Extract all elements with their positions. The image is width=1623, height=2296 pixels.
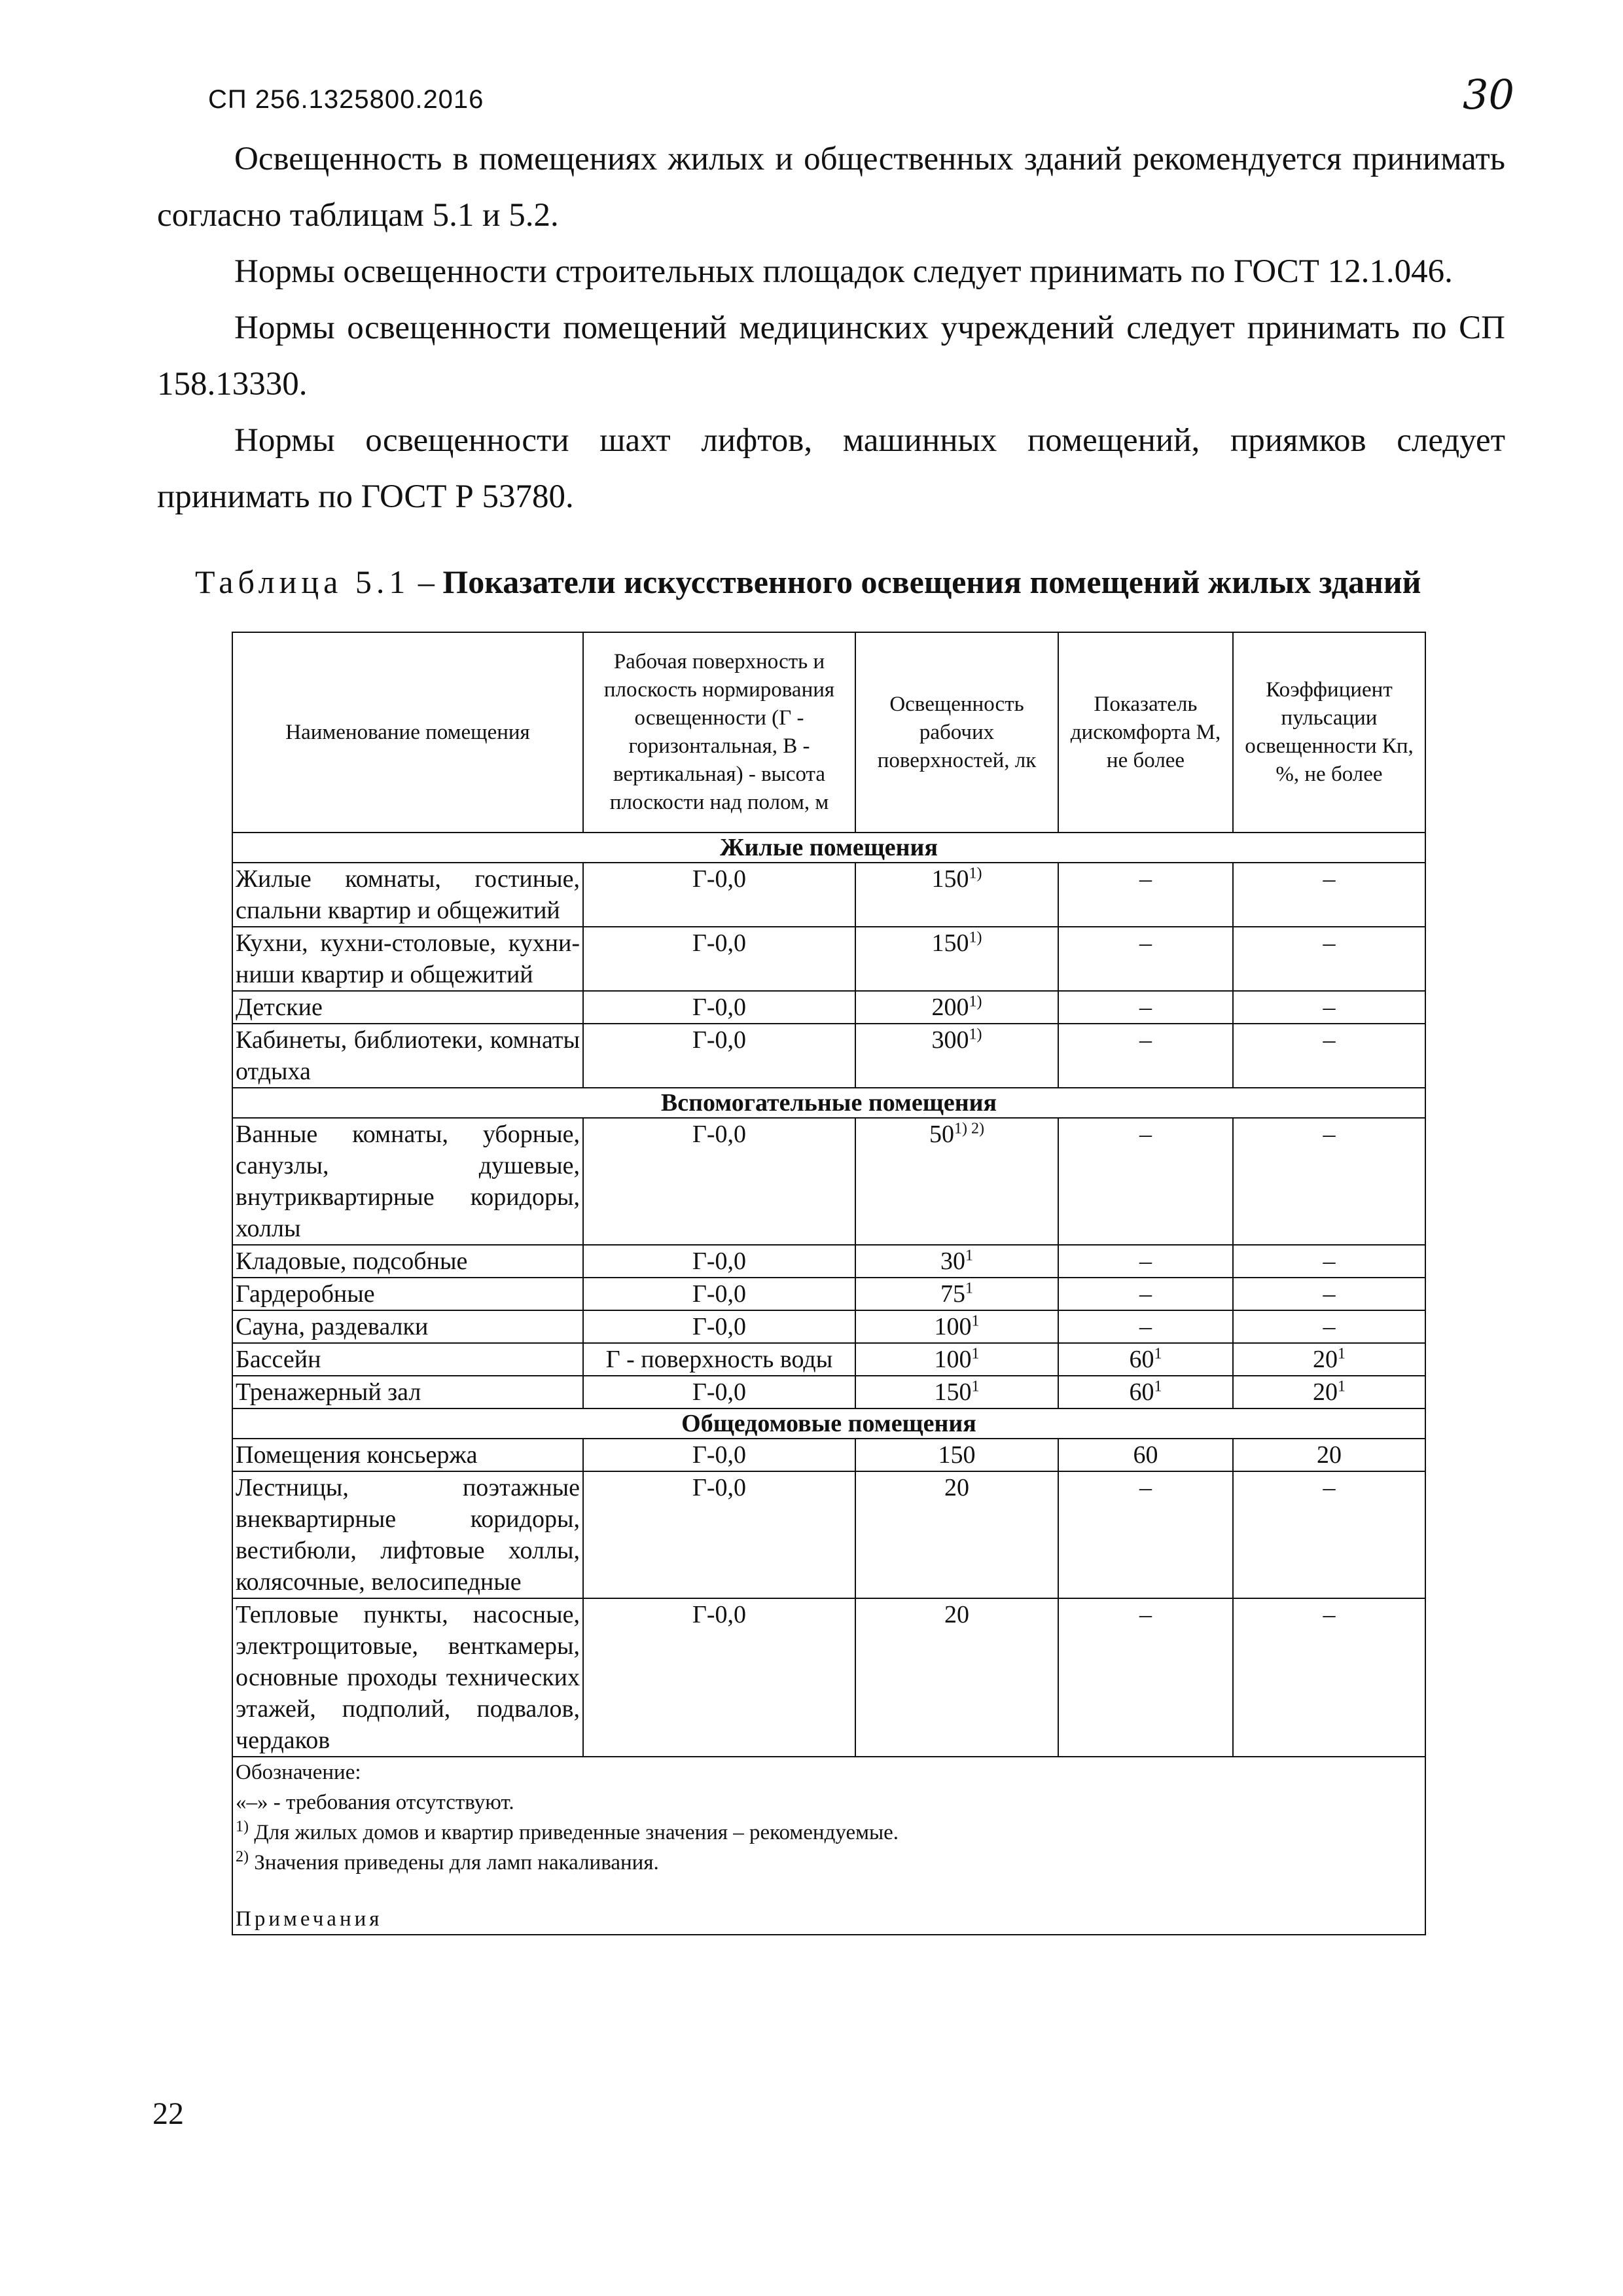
illuminance-value: 150 [934, 1378, 972, 1406]
work-surface: Г-0,0 [583, 1310, 855, 1343]
table-row [232, 1118, 1425, 1245]
paragraph-construction-sites [157, 243, 1505, 300]
table-row [232, 1024, 1425, 1088]
paragraph-medical [157, 300, 1505, 412]
pulsation-value: – [1323, 865, 1336, 893]
footnote-2-mark: 2) [236, 1848, 249, 1865]
discomfort [1058, 1343, 1233, 1376]
pulsation [1233, 1310, 1425, 1343]
room-name: Гардеробные [232, 1278, 583, 1310]
table-row [232, 1245, 1425, 1278]
discomfort [1058, 1471, 1233, 1598]
discomfort [1058, 1024, 1233, 1088]
illuminance-footnote: 1 [971, 1312, 980, 1330]
section-title: Вспомогательные помещения [232, 1088, 1425, 1118]
room-name: Кухни, кухни-столовые, кухни-ниши квартир и общежитий [232, 927, 583, 991]
illuminance-value: 200 [931, 994, 969, 1021]
pulsation [1233, 1471, 1425, 1598]
illuminance-footnote: 1 [971, 1378, 980, 1395]
pulsation [1233, 1598, 1425, 1757]
room-name: Детские [232, 991, 583, 1024]
illuminance-footnote: 1) 2) [954, 1120, 984, 1138]
discomfort [1058, 1118, 1233, 1245]
table-row [232, 863, 1425, 927]
illuminance-footnote: 1) [969, 993, 982, 1011]
work-surface: Г-0,0 [583, 1598, 855, 1757]
discomfort [1058, 1439, 1233, 1471]
discomfort-value: – [1139, 1280, 1152, 1308]
table-row [232, 1439, 1425, 1471]
handwritten-page-number: 30 [1463, 71, 1514, 118]
illuminance-value: 150 [931, 929, 969, 957]
illuminance-footnote: 1) [969, 1026, 982, 1043]
paragraph-text: Нормы освещенности шахт лифтов, машинных помещений, приямков следует принимать по ГОСТ Р 53780. [157, 422, 1505, 515]
table-row [232, 1471, 1425, 1598]
discomfort-value: 60 [1133, 1441, 1158, 1469]
paragraph-elevators [157, 412, 1505, 525]
discomfort-value: – [1139, 1601, 1152, 1628]
illuminance [855, 863, 1058, 927]
pulsation-value: – [1323, 1601, 1336, 1628]
discomfort [1058, 927, 1233, 991]
illuminance-value: 20 [944, 1601, 969, 1628]
footnote-1-mark: 1) [236, 1818, 249, 1835]
work-surface: Г-0,0 [583, 1024, 855, 1088]
paragraph-text: Нормы освещенности помещений медицинских учреждений следует принимать по СП 158.13330. [157, 310, 1505, 403]
table-row [232, 991, 1425, 1024]
header-discomfort: Показатель дискомфорта М, не более [1058, 632, 1233, 833]
discomfort [1058, 1310, 1233, 1343]
section-row [232, 1088, 1425, 1118]
table-caption [195, 563, 1421, 601]
room-name: Тренажерный зал [232, 1376, 583, 1408]
work-surface: Г - поверхность воды [583, 1343, 855, 1376]
table-row [232, 1598, 1425, 1757]
illuminance-footnote: 1 [971, 1345, 980, 1363]
discomfort-value: 60 [1129, 1378, 1154, 1406]
pulsation-value: – [1323, 1280, 1336, 1308]
paragraph-text: Освещенность в помещениях жилых и общественных зданий рекомендуется принимать согласно таблицам 5.1 и 5.2. [157, 141, 1505, 234]
pulsation [1233, 927, 1425, 991]
discomfort-value: – [1139, 1474, 1152, 1501]
room-name: Бассейн [232, 1343, 583, 1376]
pulsation-value: – [1323, 994, 1336, 1021]
room-name: Лестницы, поэтажные внеквартирные коридоры, вестибюли, лифтовые холлы, колясочные, велосипедные [232, 1471, 583, 1598]
work-surface: Г-0,0 [583, 863, 855, 927]
page-number: 22 [152, 2096, 184, 2131]
discomfort [1058, 1598, 1233, 1757]
pulsation [1233, 1439, 1425, 1471]
pulsation [1233, 1245, 1425, 1278]
work-surface: Г-0,0 [583, 927, 855, 991]
illuminance-footnote: 1) [969, 929, 982, 946]
pulsation [1233, 1376, 1425, 1408]
illuminance-value: 75 [940, 1280, 965, 1308]
table-body [232, 833, 1425, 1757]
illuminance-value: 300 [931, 1026, 969, 1054]
room-name: Сауна, раздевалки [232, 1310, 583, 1343]
table-row [232, 1310, 1425, 1343]
illuminance-value: 150 [931, 865, 969, 893]
document-code: СП 256.1325800.2016 [208, 85, 484, 114]
notes-dash: «–» - требования отсутствуют. [236, 1791, 514, 1814]
illuminance-footnote: 1 [965, 1280, 973, 1297]
section-title: Жилые помещения [232, 833, 1425, 863]
discomfort-value: – [1139, 1247, 1152, 1275]
section-row [232, 833, 1425, 863]
lighting-table [232, 632, 1426, 1935]
pulsation-value: – [1323, 929, 1336, 957]
illuminance [855, 1024, 1058, 1088]
pulsation-value: – [1323, 1026, 1336, 1054]
illuminance [855, 1376, 1058, 1408]
illuminance [855, 1343, 1058, 1376]
table-caption-dash: – [410, 564, 443, 600]
discomfort-value: 60 [1129, 1346, 1154, 1373]
header-room-name: Наименование помещения [232, 632, 583, 833]
illuminance [855, 1118, 1058, 1245]
room-name: Жилые комнаты, гостиные, спальни квартир и общежитий [232, 863, 583, 927]
illuminance [855, 1278, 1058, 1310]
header-illuminance: Освещенность рабочих поверхностей, лк [855, 632, 1058, 833]
discomfort [1058, 863, 1233, 927]
pulsation-value: – [1323, 1474, 1336, 1501]
footnote-1-text: Для жилых домов и квартир приведенные значения – рекомендуемые. [249, 1821, 899, 1844]
pulsation [1233, 1118, 1425, 1245]
header-pulsation: Коэффициент пульсации освещенности Кп, %, не более [1233, 632, 1425, 833]
illuminance-footnote: 1 [965, 1247, 973, 1265]
header-work-surface: Рабочая поверхность и плоскость нормирования освещенности (Г - горизонтальная, В - вертикальная) - высота плоскости над полом, м [583, 632, 855, 833]
work-surface: Г-0,0 [583, 991, 855, 1024]
notes-remarks-title: Примечания [236, 1907, 383, 1931]
pulsation-value: – [1323, 1121, 1336, 1148]
table-row [232, 927, 1425, 991]
paragraph-text: Нормы освещенности строительных площадок следует принимать по ГОСТ 12.1.046. [234, 253, 1453, 290]
discomfort-value: – [1139, 929, 1152, 957]
illuminance [855, 1310, 1058, 1343]
room-name: Кладовые, подсобные [232, 1245, 583, 1278]
notes-cell [232, 1757, 1425, 1935]
work-surface: Г-0,0 [583, 1245, 855, 1278]
table-row [232, 1278, 1425, 1310]
footnote-2-text: Значения приведены для ламп накаливания. [249, 1851, 659, 1874]
room-name: Помещения консьержа [232, 1439, 583, 1471]
notes-row [232, 1757, 1425, 1935]
illuminance-footnote: 1) [969, 865, 982, 882]
work-surface: Г-0,0 [583, 1471, 855, 1598]
pulsation [1233, 991, 1425, 1024]
work-surface: Г-0,0 [583, 1278, 855, 1310]
room-name: Кабинеты, библиотеки, комнаты отдыха [232, 1024, 583, 1088]
notes-footnote-2 [236, 1848, 1422, 1878]
table-row [232, 1376, 1425, 1408]
illuminance [855, 1439, 1058, 1471]
section-row [232, 1408, 1425, 1439]
illuminance-value: 20 [944, 1474, 969, 1501]
section-title: Общедомовые помещения [232, 1408, 1425, 1439]
illuminance [855, 1471, 1058, 1598]
pulsation [1233, 1343, 1425, 1376]
discomfort [1058, 1278, 1233, 1310]
discomfort-value: – [1139, 994, 1152, 1021]
discomfort-value: – [1139, 865, 1152, 893]
pulsation-footnote: 1 [1338, 1378, 1346, 1395]
illuminance-value: 50 [929, 1121, 954, 1148]
pulsation-footnote: 1 [1338, 1345, 1346, 1363]
work-surface: Г-0,0 [583, 1118, 855, 1245]
illuminance [855, 1245, 1058, 1278]
pulsation [1233, 1278, 1425, 1310]
illuminance [855, 927, 1058, 991]
table-caption-label: Таблица 5.1 [195, 564, 410, 600]
discomfort [1058, 1245, 1233, 1278]
table-caption-title: Показатели искусственного освещения помещений жилых зданий [442, 564, 1421, 600]
pulsation-value: 20 [1313, 1378, 1338, 1406]
pulsation-value: – [1323, 1247, 1336, 1275]
pulsation-value: – [1323, 1313, 1336, 1340]
discomfort-value: – [1139, 1026, 1152, 1054]
pulsation-value: 20 [1313, 1346, 1338, 1373]
discomfort-footnote: 1 [1154, 1378, 1162, 1395]
work-surface: Г-0,0 [583, 1439, 855, 1471]
notes-footnote-1 [236, 1818, 1422, 1848]
pulsation-value: 20 [1317, 1441, 1342, 1469]
illuminance-value: 100 [934, 1313, 972, 1340]
illuminance-value: 150 [938, 1441, 976, 1469]
paragraph-illumination-rooms [157, 131, 1505, 243]
discomfort-value: – [1139, 1121, 1152, 1148]
illuminance [855, 991, 1058, 1024]
pulsation [1233, 863, 1425, 927]
illuminance-value: 100 [934, 1346, 972, 1373]
discomfort [1058, 1376, 1233, 1408]
pulsation [1233, 1024, 1425, 1088]
illuminance [855, 1598, 1058, 1757]
room-name: Тепловые пункты, насосные, электрощитовые, венткамеры, основные проходы технических этажей, подполий, подвалов, чердаков [232, 1598, 583, 1757]
discomfort-footnote: 1 [1154, 1345, 1162, 1363]
notes-title: Обозначение: [236, 1761, 361, 1784]
discomfort [1058, 991, 1233, 1024]
room-name: Ванные комнаты, уборные, санузлы, душевые, внутриквартирные коридоры, холлы [232, 1118, 583, 1245]
table-row [232, 1343, 1425, 1376]
discomfort-value: – [1139, 1313, 1152, 1340]
illuminance-value: 30 [940, 1247, 965, 1275]
table-header-row [232, 632, 1425, 833]
work-surface: Г-0,0 [583, 1376, 855, 1408]
